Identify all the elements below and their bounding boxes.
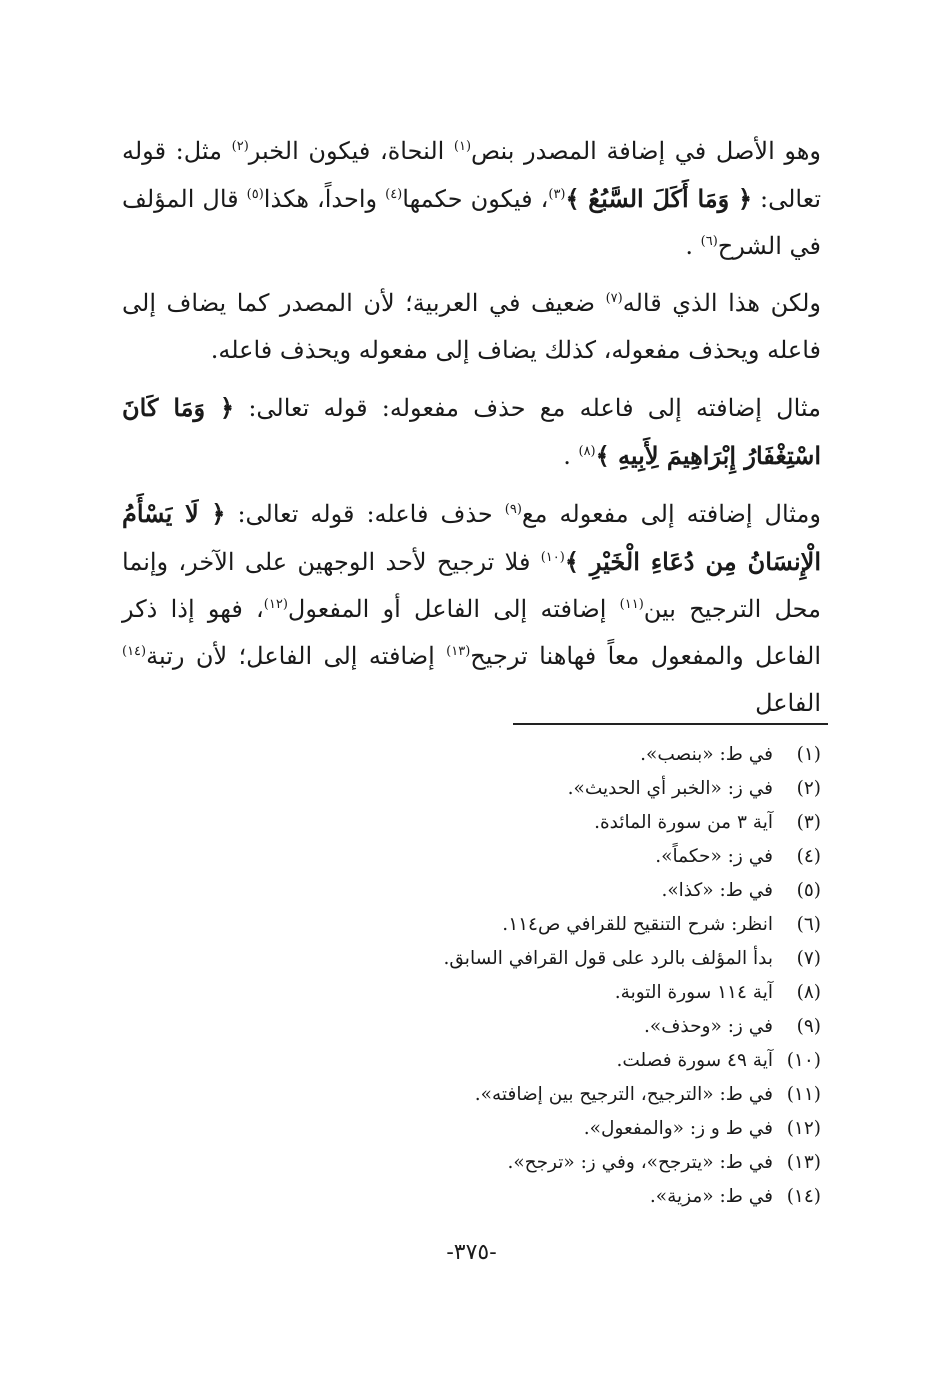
text-run: فلا ترجيح لأحد الوجهين على الآخر، وإنما محل الترجيح بين: [122, 548, 821, 623]
text-run: حذف فاعله: قوله تعالى:: [225, 500, 505, 528]
text-run: إضافته إلى الفاعل أو المفعول: [287, 595, 620, 623]
footnote: (١١)في ط: «الترجيح، الترجيح بين إضافته».: [474, 1084, 821, 1105]
footnote-ref: (٧): [605, 291, 623, 306]
text-run: ولكن هذا الذي قاله: [622, 289, 822, 317]
footnote-ref: (٤): [385, 187, 403, 202]
footnote: (٣)آية ٣ من سورة المائدة.: [594, 812, 821, 833]
text-run: وهو الأصل في إضافة المصدر بنص: [471, 137, 821, 165]
footnote-ref: (١٢): [263, 597, 288, 612]
text-run: الفاعل: [755, 689, 821, 717]
footnote: (١)في ط: «بنصب».: [640, 744, 821, 765]
paragraph-2: [122, 280, 821, 374]
footnote: (١٢)في ط و ز: «والمفعول».: [583, 1118, 821, 1139]
footnote: (٥)في ط: «كذا».: [661, 880, 821, 901]
text-run: ، فيكون حكمها: [402, 185, 549, 213]
footnote-ref: (١١): [619, 597, 644, 612]
quran-quote: ﴿ لَا يَسْأَمُ الْإِنسَانُ مِن دُعَاءِ الْخَيْرِ ﴾: [122, 499, 821, 576]
text-run: إضافته إلى الفاعل؛ لأن رتبة: [146, 642, 447, 670]
footnote-ref: (٩): [504, 502, 522, 517]
main-text: [122, 128, 821, 737]
footnote: (٧)بدأ المؤلف بالرد على قول القرافي السابق.: [443, 948, 821, 969]
footnote-separator: [513, 723, 828, 725]
footnote: (١٤)في ط: «مزية».: [649, 1186, 821, 1207]
text-run: واحداً، هكذا: [263, 185, 386, 213]
text-run: مثال إضافته إلى فاعله مع حذف مفعوله: قوله تعالى:: [234, 394, 821, 422]
page-number: -٣٧٥-: [446, 1240, 497, 1265]
footnote: (١٣)في ط: «يترجح»، وفي ز: «ترجح».: [507, 1152, 821, 1173]
paragraph-1: [122, 128, 821, 270]
text-run: .: [563, 442, 579, 470]
text-run: ، فهو إذا ذكر الفاعل والمفعول معاً فهاهنا ترجيح: [122, 595, 821, 670]
text-run: ومثال إضافته إلى مفعوله مع: [521, 500, 821, 528]
footnote: (٢)في ز: «الخبر أي الحديث».: [567, 778, 821, 799]
footnote: (٨)آية ١١٤ سورة التوبة.: [614, 982, 821, 1003]
footnote: (٦)انظر: شرح التنقيح للقرافي ص١١٤.: [502, 914, 821, 935]
footnote-ref: (٦): [700, 234, 718, 249]
footnote: (٤)في ز: «حكماً».: [655, 846, 821, 867]
footnote-ref: (٥): [246, 187, 264, 202]
quran-quote: ﴿ وَمَا أَكَلَ السَّبُعُ ﴾: [565, 184, 753, 213]
footnote: (٩)في ز: «وحذف».: [644, 1016, 821, 1037]
footnote-ref: (١): [453, 139, 472, 154]
paragraph-4: [122, 490, 821, 727]
text-run: النحاة، فيكون الخبر: [248, 137, 454, 165]
text-run: مثل: قوله تعالى:: [122, 137, 821, 213]
footnote-ref: (٢): [231, 139, 249, 154]
quran-quote: ﴿ وَمَا كَانَ اسْتِغْفَارُ إِبْرَاهِيمَ لِأَبِيهِ ﴾: [122, 393, 821, 470]
text-run: قال المؤلف في الشرح: [122, 185, 821, 260]
text-run: .: [685, 232, 701, 260]
footnote-ref: (٣): [548, 187, 566, 202]
footnote-ref: (٨): [578, 444, 596, 459]
footnote-ref: (١٣): [446, 644, 471, 659]
footnotes-list: [261, 738, 821, 1214]
footnote-ref: (١٠): [540, 550, 565, 565]
footnote: (١٠)آية ٤٩ سورة فصلت.: [616, 1050, 821, 1071]
paragraph-3: [122, 384, 821, 480]
text-run: ضعيف في العربية؛ لأن المصدر كما يضاف إلى فاعله ويحذف مفعوله، كذلك يضاف إلى مفعوله ويحذف فاعله.: [122, 289, 821, 364]
footnote-ref: (١٤): [122, 644, 147, 659]
